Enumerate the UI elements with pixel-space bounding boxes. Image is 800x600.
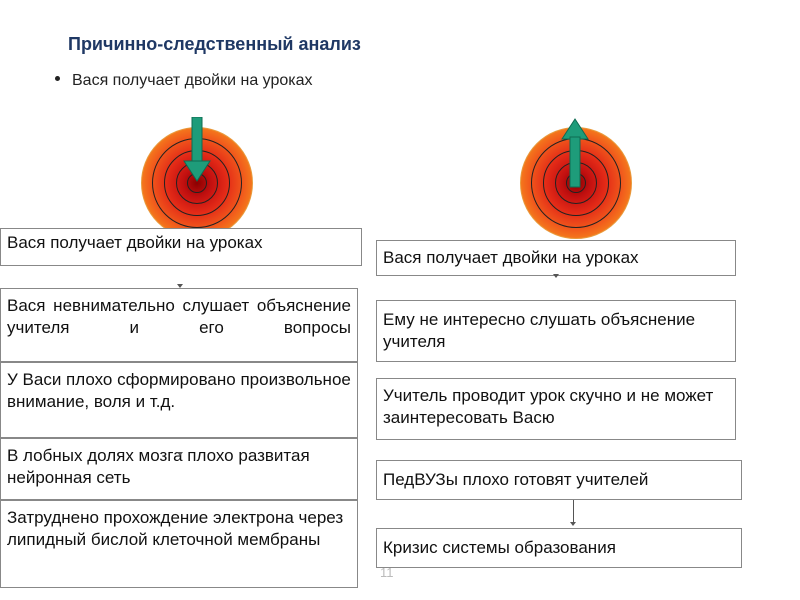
bullet-text: Вася получает двойки на уроках: [72, 72, 313, 89]
right-box-3: Учитель проводит урок скучно и не может заинтересовать Васю: [376, 378, 736, 440]
left-connector-tip: [177, 284, 183, 288]
left-box-4: В лобных долях мозга плохо развитая нейронная сеть: [0, 438, 358, 500]
bullet-item: [55, 72, 313, 90]
right-connector-tip: [570, 522, 576, 526]
left-box-5: Затруднено прохождение электрона через липидный бислой клеточной мембраны: [0, 500, 358, 588]
bullet-dot-icon: [55, 76, 60, 81]
right-box-5: Кризис системы образования: [376, 528, 742, 568]
page-number: 11: [380, 565, 394, 580]
right-box-1: Вася получает двойки на уроках: [376, 240, 736, 276]
left-box-3: У Васи плохо сформировано произвольное внимание, воля и т.д.: [0, 362, 358, 438]
right-connector-line: [573, 500, 574, 522]
left-box-1: Вася получает двойки на уроках: [0, 228, 362, 266]
slide-title: Причинно-следственный анализ: [68, 34, 361, 54]
right-box-2: Ему не интересно слушать объяснение учителя: [376, 300, 736, 362]
left-box-2: Вася невнимательно слушает объяснение учителя и его вопросы: [0, 288, 358, 362]
arrow-up-icon: [560, 117, 590, 189]
arrow-down-icon: [182, 117, 212, 183]
left-connector-tip: [177, 452, 183, 456]
right-connector-tip: [553, 274, 559, 278]
right-box-4: ПедВУЗы плохо готовят учителей: [376, 460, 742, 500]
